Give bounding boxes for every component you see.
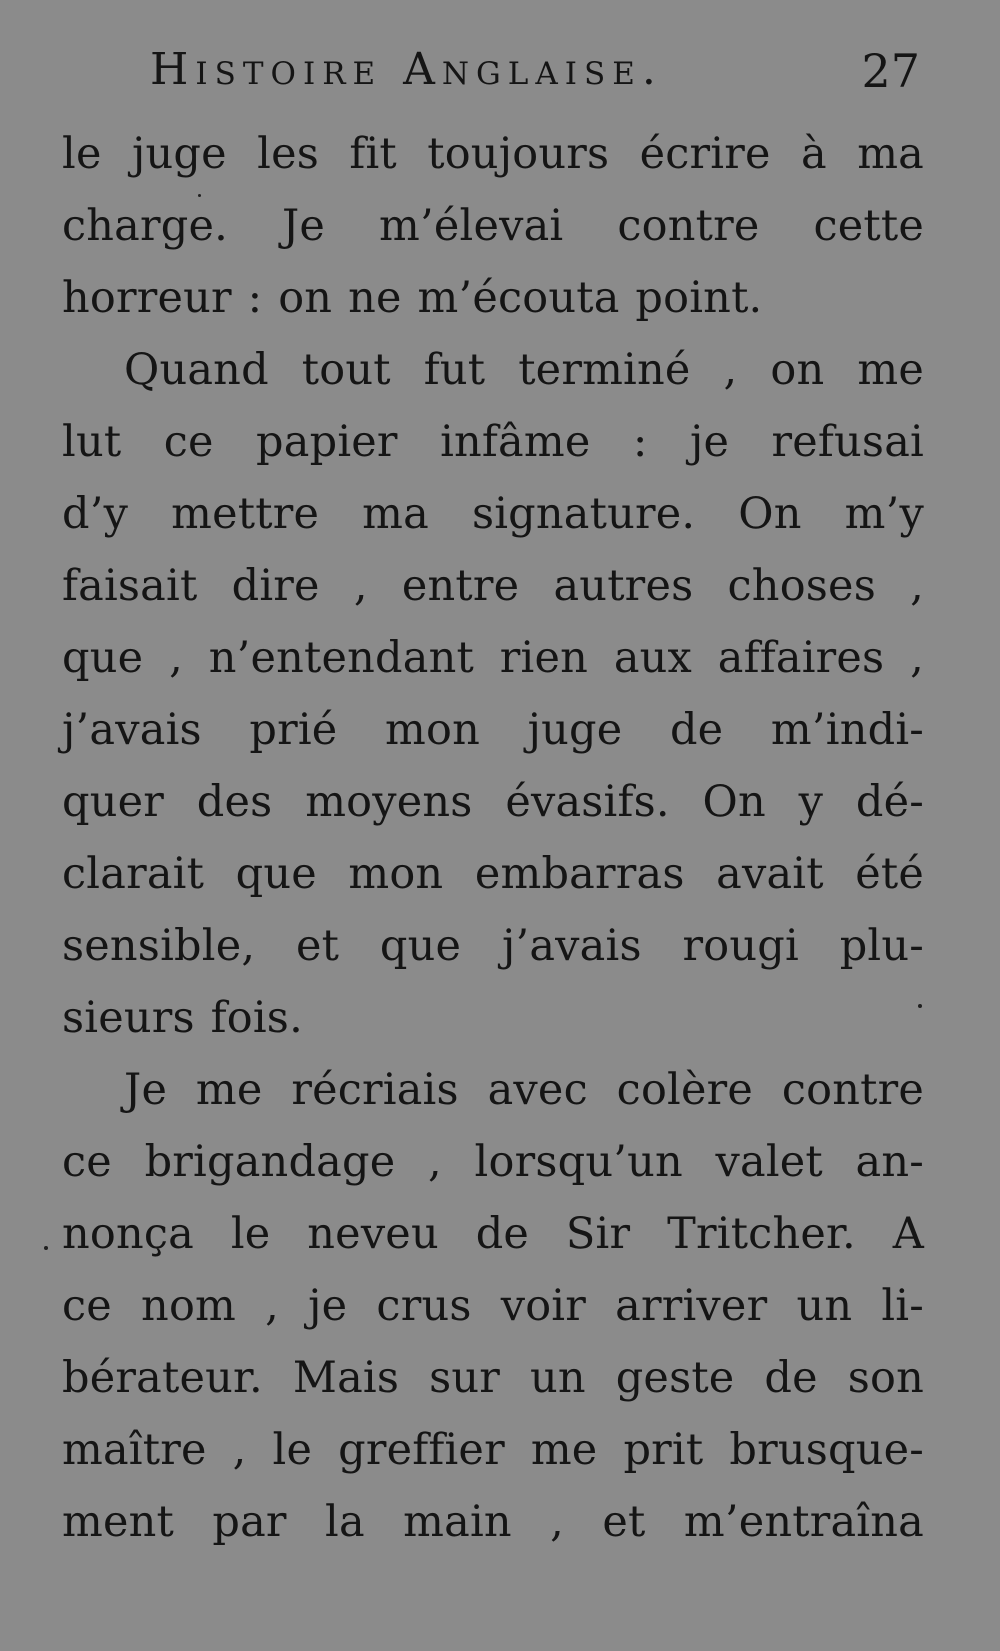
text-line: ment par la main , et m’entraîna bbox=[62, 1497, 924, 1547]
text-line: Je me récriais avec colère contre bbox=[124, 1065, 924, 1115]
text-line: quer des moyens évasifs. On y dé- bbox=[62, 777, 924, 827]
ink-speck bbox=[44, 1246, 48, 1250]
text-line: j’avais prié mon juge de m’indi- bbox=[62, 705, 924, 755]
body-text bbox=[62, 118, 924, 1558]
text-line: ce nom , je crus voir arriver un li- bbox=[62, 1281, 924, 1331]
text-line: le juge les fit toujours écrire à ma bbox=[62, 129, 924, 179]
text-line: nonça le neveu de Sir Tritcher. A bbox=[62, 1209, 924, 1259]
text-line: sieurs fois. bbox=[62, 993, 303, 1043]
text-line: clarait que mon embarras avait été bbox=[62, 849, 924, 899]
text-line: horreur : on ne m’écouta point. bbox=[62, 273, 763, 323]
running-header bbox=[150, 40, 920, 110]
page-number: 27 bbox=[861, 44, 920, 98]
text-line: ce brigandage , lorsqu’un valet an- bbox=[62, 1137, 924, 1187]
text-line: que , n’entendant rien aux affaires , bbox=[62, 633, 924, 683]
text-line: Quand tout fut terminé , on me bbox=[124, 345, 924, 395]
running-title: Histoire Anglaise. bbox=[150, 44, 663, 95]
text-line: maître , le greffier me prit brusque- bbox=[62, 1425, 924, 1475]
text-line: bérateur. Mais sur un geste de son bbox=[62, 1353, 924, 1403]
text-line: lut ce papier infâme : je refusai bbox=[62, 417, 924, 467]
text-line: charge. Je m’élevai contre cette bbox=[62, 201, 924, 251]
ink-speck bbox=[918, 1004, 922, 1008]
text-line: sensible, et que j’avais rougi plu- bbox=[62, 921, 924, 971]
text-line: d’y mettre ma signature. On m’y bbox=[62, 489, 924, 539]
text-line: faisait dire , entre autres choses , bbox=[62, 561, 924, 611]
ink-speck bbox=[198, 194, 201, 197]
